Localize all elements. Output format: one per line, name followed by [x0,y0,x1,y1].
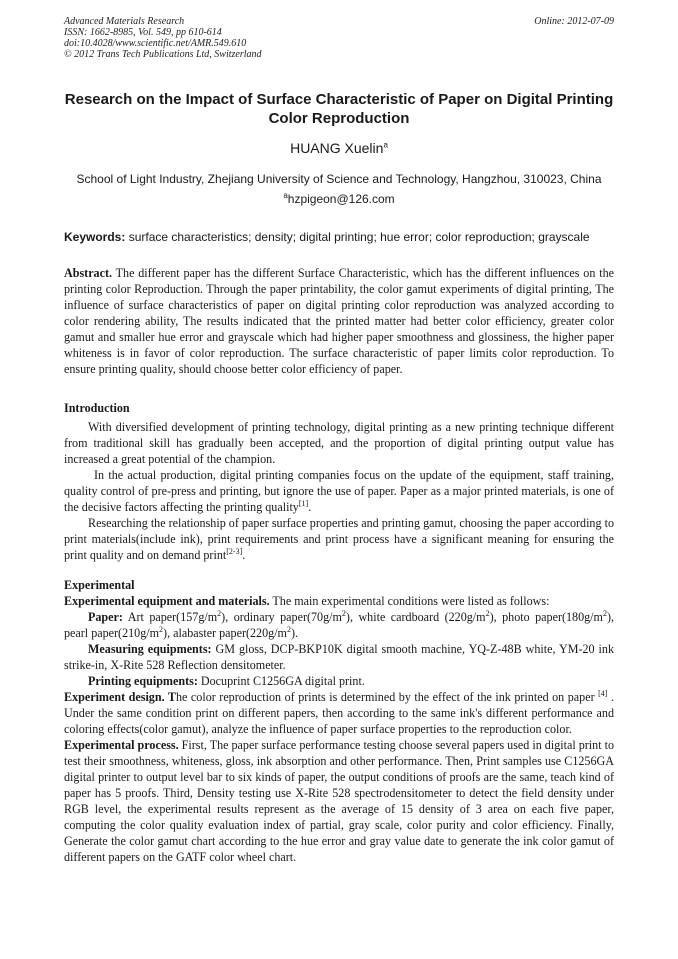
intro-paragraph-3: Researching the relationship of paper surface properties and printing gamut, choosing the paper according to print materials(include ink), print requirements and print process have a significant meaning for ensuring the print quality and on demand print[2-3]. [64,516,614,562]
email [64,192,614,206]
printing-label: Printing equipments: [88,674,198,688]
intro-paragraph-2: In the actual production, digital printing companies focus on the update of the equipment, staff training, quality control of pre-press and printing, but ignore the use of paper. Paper as a major printed materials, is one of the decisive factors affecting the printing quality[1]. [64,468,614,514]
experimental-section [64,577,614,865]
experimental-heading: Experimental [64,578,135,592]
measuring-equipment: Measuring equipments: GM gloss, DCP-BKP10K digital smooth machine, YQ-Z-48B white, YM-20 ink strike-in, X-Rite 528 Reflection densitometer. [64,642,614,672]
paper-title: Research on the Impact of Surface Characteristic of Paper on Digital Printing Color Reproduction [64,91,614,127]
author [64,140,614,157]
paper-label: Paper: [88,610,123,624]
email-sup: a [283,191,288,200]
author-sup: a [383,140,388,150]
citation-4: [4] [598,688,608,698]
measuring-label: Measuring equipments: [88,642,212,656]
abstract [64,265,614,377]
copyright-line: © 2012 Trans Tech Publications Ltd, Switzerland [64,49,262,60]
doi-line[interactable]: doi:10.4028/www.scientific.net/AMR.549.610 [64,38,247,49]
introduction-heading: Introduction [64,401,130,415]
abstract-text: The different paper has the different Surface Characteristic, which has the different influences on the printing color Reproduction. Through the paper printability, the color gamut experiments of digital printing, The influence of surface characteristics of paper on digital printing color reproduction was analyzed according to color rendering ability, The results indicated that the printed matter had better color efficiency, greater color gamut and smaller hue error and grayscale which had higher paper smoothness and glossiness, the higher paper whiteness is in favor of color reproduction. The surface characteristic of paper limits color reproduction. To ensure printing quality, should choose better color efficiency of paper. [64,266,614,376]
citation-2-3: [2-3] [226,546,243,556]
printing-equipment: Printing equipments: Docuprint C1256GA digital print. [88,674,365,688]
author-name: HUANG Xuelin [290,140,384,156]
keywords [64,230,619,244]
journal-header [64,16,262,60]
paper-list: Paper: Art $paper(157g/m^2)$, ordinary $paper(70g/m^2)$, white cardboard $(220g/m^2)$, photo $paper(180g/m^2)$, pearl $paper(210g/m^2)$, alabaster $paper(220g/m^2)$. [64,608,615,640]
equipment-paragraph: Experimental equipment and materials. The main experimental conditions were listed as follows: [64,594,550,608]
email-address[interactable]: hzpigeon@126.com [287,192,395,206]
experiment-design: Experiment design. The color reproduction of prints is determined by the effect of the ink printed on paper [4] . Under the same condition print on different papers, then according to the same ink's different performance and coloring effects(color gamut), analyze the influence of paper surface properties to the reproduction color. [64,688,614,736]
introduction-section [64,400,614,563]
experimental-process: Experimental process. First, The paper surface performance testing choose several papers used in digital print to test their smoothness, whiteness, gloss, ink absorption and other performance. Then, Print samples use C1256GA digital printer to output level bar to six kinds of paper, the output conditions of proofs are the same, teach kind of paper has 5 proofs. Third, Density testing use X-Rite 528 spectrodensitometer to detect the field density under RGB level, the experimental results represent as the average of 15 density of 3 area on each five paper, computing the color quality evaluation index of partial, gray scale, color purity and color efficiency. Finally, Generate the color gamut chart according to the hue error and gray value date to generate the ink color gamut of different papers on the GATF color wheel chart. [64,738,615,864]
design-label: Experiment design. T [64,690,176,704]
abstract-label: Abstract. [64,266,113,280]
issn-line: ISSN: 1662-8985, Vol. 549, pp 610-614 [64,27,222,38]
intro-paragraph-1: With diversified development of printing technology, digital printing as a new printing technique different from traditional skill has gradually been accepted, and the proportion of digital printing output value has increased a great potential of the champion. [64,420,614,466]
equipment-heading: Experimental equipment and materials. [64,594,270,608]
online-date: Online: 2012-07-09 [534,16,614,27]
process-label: Experimental process. [64,738,179,752]
keywords-text: surface characteristics; density; digital printing; hue error; color reproduction; grayscale [125,230,590,244]
journal-name: Advanced Materials Research [64,16,185,27]
keywords-label: Keywords: [64,230,126,244]
citation-1: [1] [298,498,309,508]
affiliation: School of Light Industry, Zhejiang University of Science and Technology, Hangzhou, 310023, China [76,172,602,186]
